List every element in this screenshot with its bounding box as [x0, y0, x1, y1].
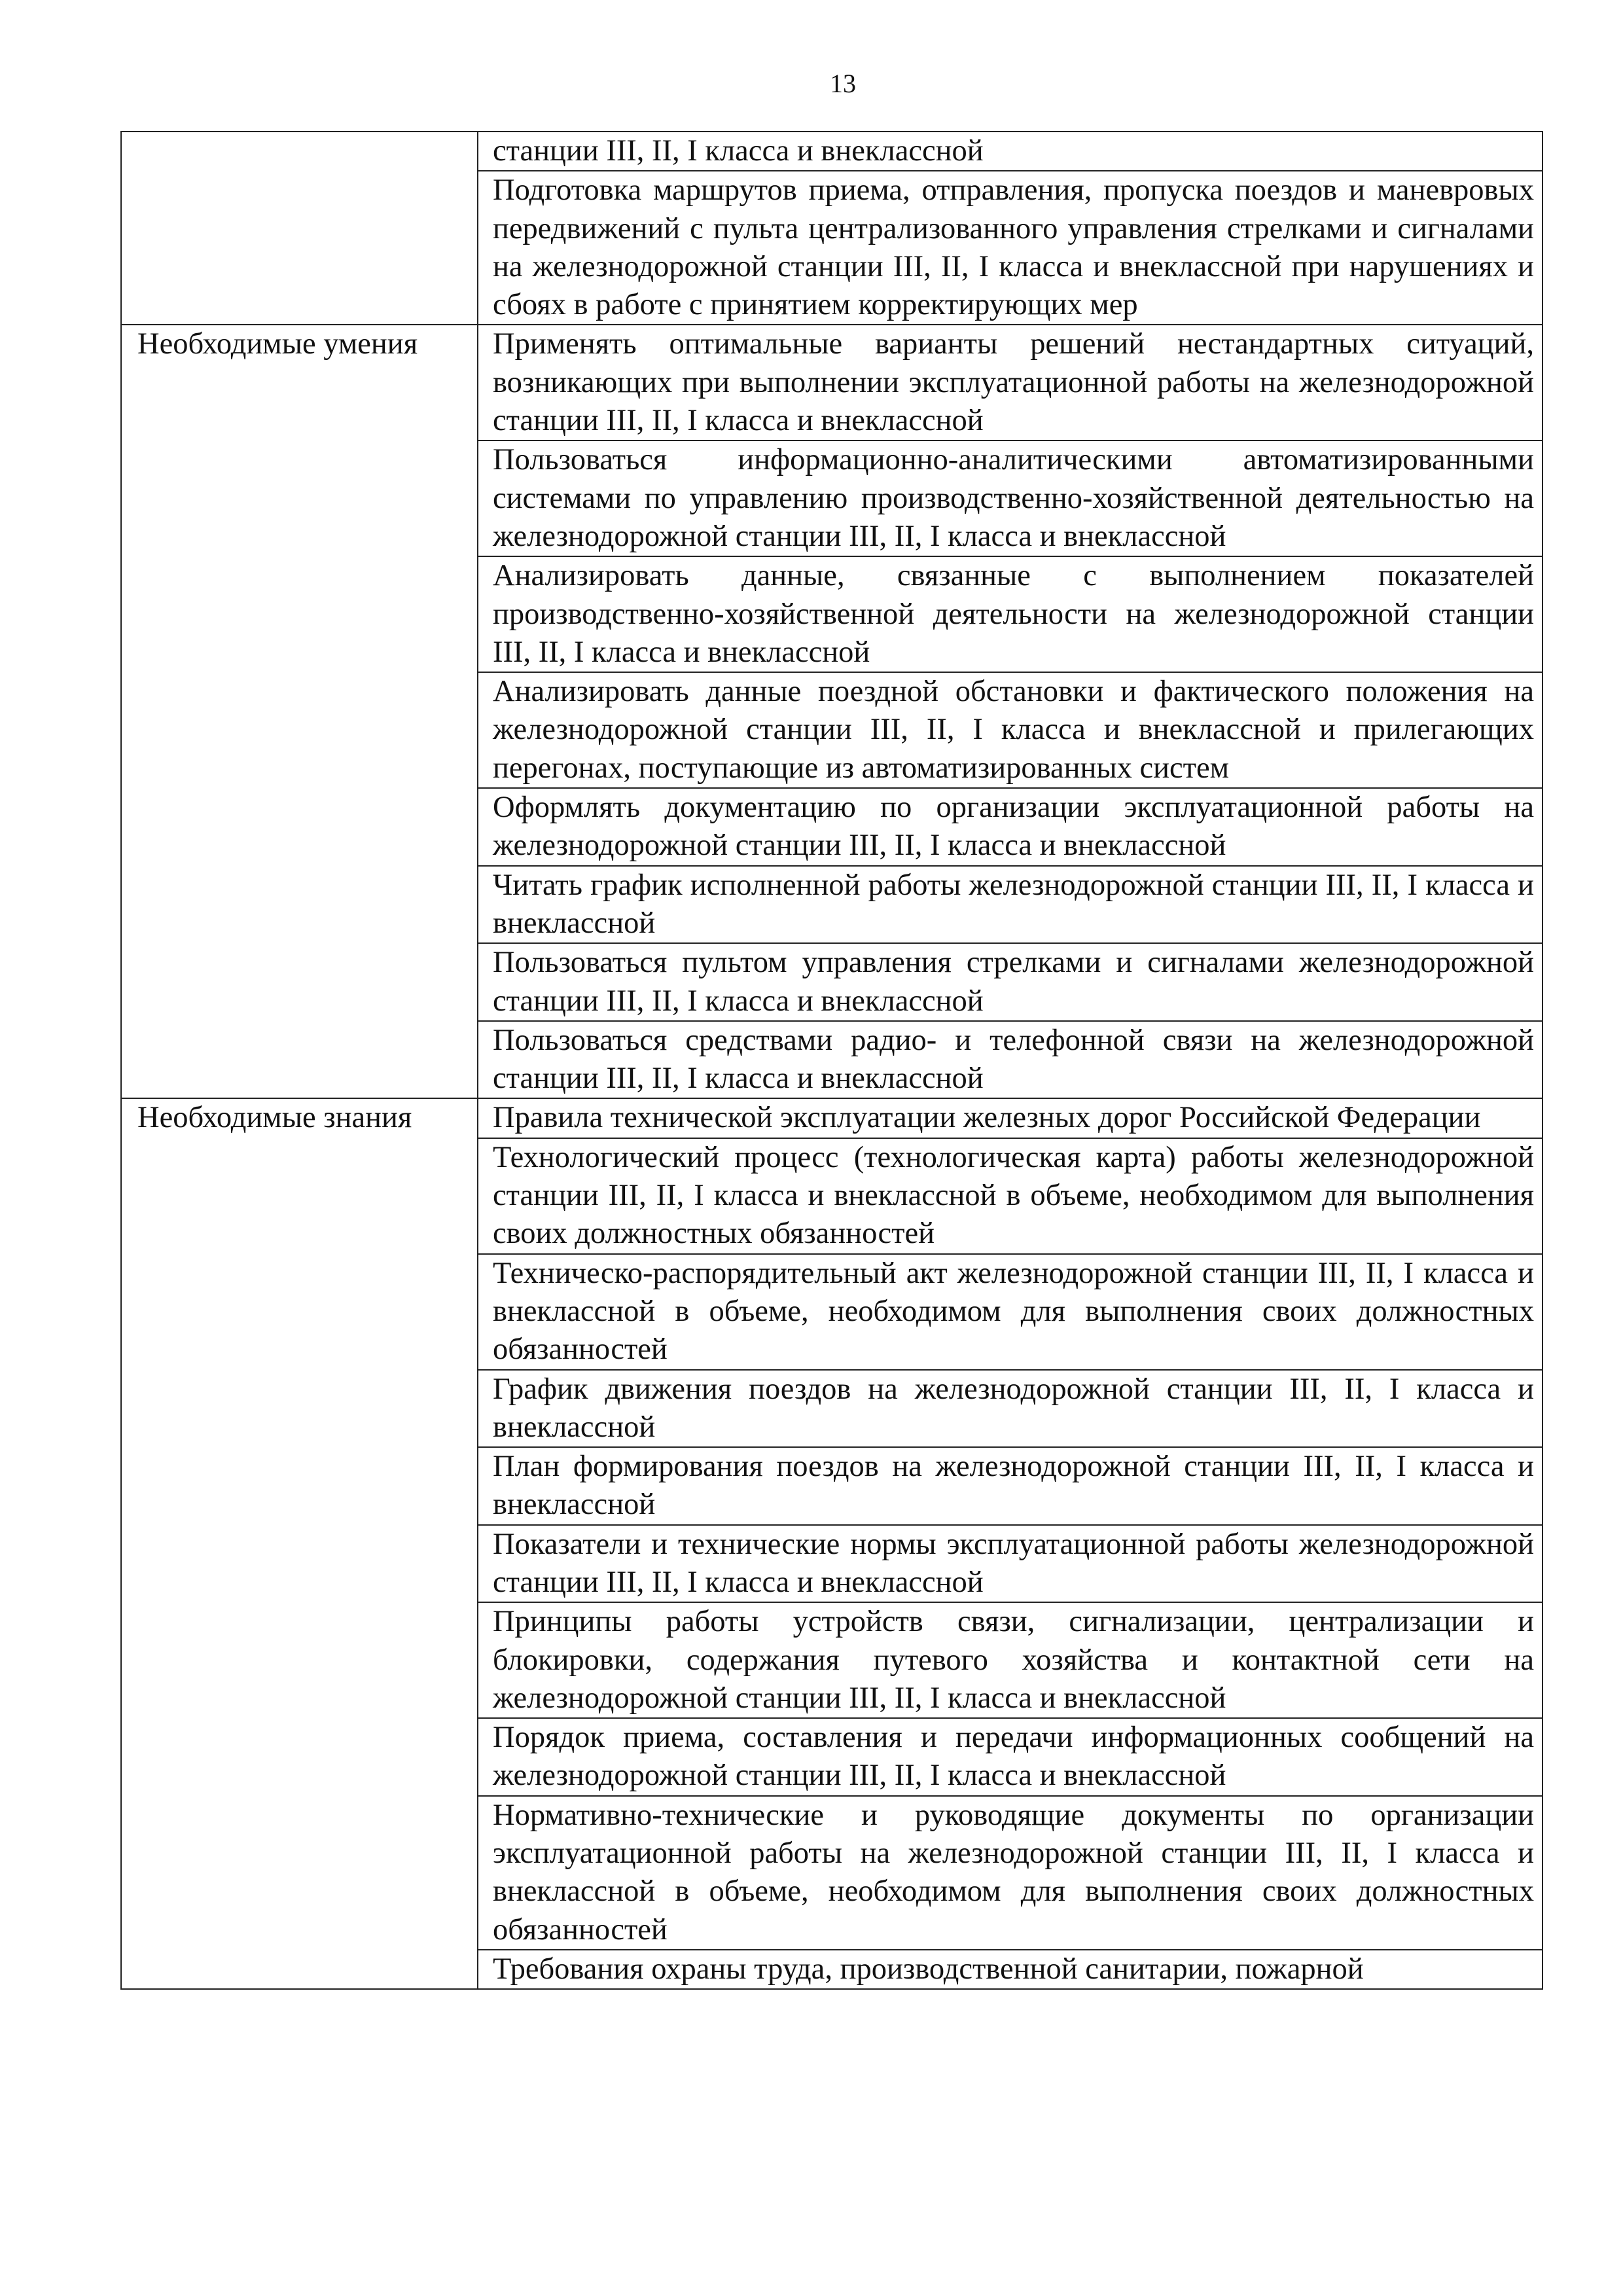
table-row: [121, 440, 1543, 556]
row-label: [121, 1525, 478, 1603]
table-row: [121, 1370, 1543, 1448]
row-label: [121, 556, 478, 672]
table-row: [121, 1447, 1543, 1525]
row-label: [121, 672, 478, 788]
row-label: [121, 866, 478, 944]
table-row: [121, 672, 1543, 788]
row-text: Требования охраны труда, производственной санитарии, пожарной: [478, 1950, 1543, 1989]
table-row: [121, 132, 1543, 171]
row-label: [121, 1950, 478, 1989]
row-text: Правила технической эксплуатации железных дорог Российской Федерации: [478, 1098, 1543, 1138]
table-row: [121, 1098, 1543, 1138]
row-text: Читать график исполненной работы железнодорожной станции III, II, I класса и внеклассной: [478, 866, 1543, 944]
table-row: [121, 171, 1543, 325]
row-text: Пользоваться средствами радио- и телефонной связи на железнодорожной станции III, II, I класса и внеклассной: [478, 1021, 1543, 1099]
row-text: Анализировать данные поездной обстановки и фактического положения на железнодорожной станции III, II, I класса и внеклассной и прилегающих перегонах, поступающие из автоматизированных систем: [478, 672, 1543, 788]
table-row: [121, 943, 1543, 1021]
table-row: [121, 1602, 1543, 1718]
page-number: 13: [830, 69, 856, 98]
row-label: [121, 1718, 478, 1796]
table-row: [121, 866, 1543, 944]
table-row: [121, 1021, 1543, 1099]
table-row: [121, 1950, 1543, 1989]
row-text: Техническо-распорядительный акт железнодорожной станции III, II, I класса и внеклассной в объеме, необходимом для выполнения своих должностных обязанностей: [478, 1254, 1543, 1370]
row-text: Порядок приема, составления и передачи информационных сообщений на железнодорожной станции III, II, I класса и внеклассной: [478, 1718, 1543, 1796]
row-label: [121, 943, 478, 1021]
row-text: План формирования поездов на железнодорожной станции III, II, I класса и внеклассной: [478, 1447, 1543, 1525]
table-row: [121, 556, 1543, 672]
row-text: Нормативно-технические и руководящие документы по организации эксплуатационной работы на железнодорожной станции III, II, I класса и внеклассной в объеме, необходимом для выполнения своих должностных обязанностей: [478, 1796, 1543, 1950]
row-label: [121, 440, 478, 556]
row-label: [121, 1602, 478, 1718]
section-label-knowledge: Необходимые знания: [121, 1098, 478, 1138]
row-label: [121, 132, 478, 171]
table-row: [121, 1138, 1543, 1254]
section-label-skills: Необходимые умения: [121, 325, 478, 440]
table-row: [121, 788, 1543, 866]
row-text: Пользоваться пультом управления стрелками и сигналами железнодорожной станции III, II, I класса и внеклассной: [478, 943, 1543, 1021]
job-function-table: [120, 131, 1543, 1990]
row-text: Показатели и технические нормы эксплуатационной работы железнодорожной станции III, II, I класса и внеклассной: [478, 1525, 1543, 1603]
row-label: [121, 171, 478, 325]
row-label: [121, 1370, 478, 1448]
row-text: График движения поездов на железнодорожной станции III, II, I класса и внеклассной: [478, 1370, 1543, 1448]
row-label: [121, 788, 478, 866]
table-row: [121, 1796, 1543, 1950]
row-label: [121, 1796, 478, 1950]
row-text: Пользоваться информационно-аналитическими автоматизированными системами по управлению производственно-хозяйственной деятельностью на железнодорожной станции III, II, I класса и внеклассной: [478, 440, 1543, 556]
row-label: [121, 1254, 478, 1370]
row-label: [121, 1447, 478, 1525]
row-text: Подготовка маршрутов приема, отправления, пропуска поездов и маневровых передвижений с пульта централизованного управления стрелками и сигналами на железнодорожной станции III, II, I класса и внеклассной при нарушениях и сбоях в работе с принятием корректирующих мер: [478, 171, 1543, 325]
table-row: [121, 325, 1543, 440]
row-text: Анализировать данные, связанные с выполнением показателей производственно-хозяйственной деятельности на железнодорожной станции III, II, I класса и внеклассной: [478, 556, 1543, 672]
row-label: [121, 1021, 478, 1099]
row-text: Применять оптимальные варианты решений нестандартных ситуаций, возникающих при выполнении эксплуатационной работы на железнодорожной станции III, II, I класса и внеклассной: [478, 325, 1543, 440]
row-text: Оформлять документацию по организации эксплуатационной работы на железнодорожной станции III, II, I класса и внеклассной: [478, 788, 1543, 866]
row-text: Технологический процесс (технологическая карта) работы железнодорожной станции III, II, I класса и внеклассной в объеме, необходимом для выполнения своих должностных обязанностей: [478, 1138, 1543, 1254]
table-row: [121, 1254, 1543, 1370]
row-text: станции III, II, I класса и внеклассной: [478, 132, 1543, 171]
row-text: Принципы работы устройств связи, сигнализации, централизации и блокировки, содержания путевого хозяйства и контактной сети на железнодорожной станции III, II, I класса и внеклассной: [478, 1602, 1543, 1718]
table-row: [121, 1718, 1543, 1796]
row-label: [121, 1138, 478, 1254]
table-row: [121, 1525, 1543, 1603]
